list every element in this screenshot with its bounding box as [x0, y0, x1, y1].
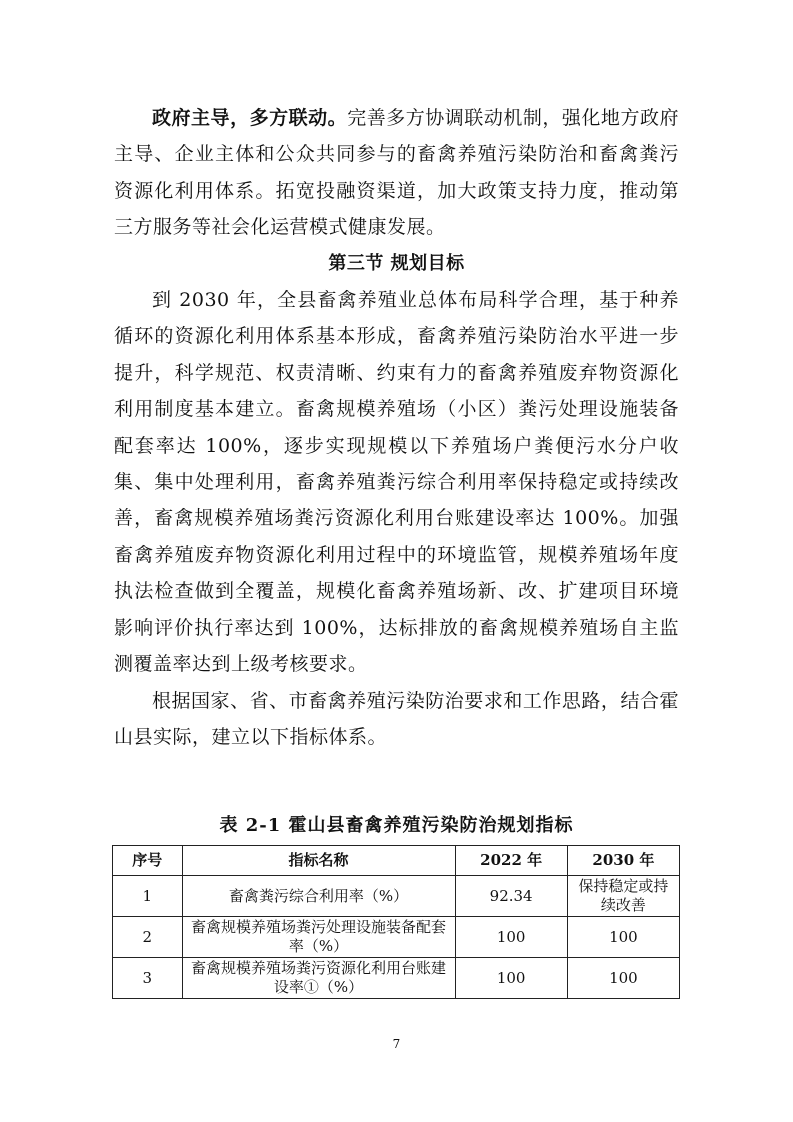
body-text	[114, 100, 679, 755]
cell-no: 2	[113, 917, 183, 958]
indicator-table	[112, 845, 680, 999]
cell-no: 3	[113, 958, 183, 999]
cell-2030: 100	[567, 917, 679, 958]
header-2030: 2030 年	[567, 846, 679, 876]
cell-2030: 保持稳定或持续改善	[567, 876, 679, 917]
paragraph-indicator-intro: 根据国家、省、市畜禽养殖污染防治要求和工作思路，结合霍山县实际，建立以下指标体系。	[114, 689, 679, 748]
cell-name: 畜禽规模养殖场粪污处理设施装备配套率（%）	[182, 917, 455, 958]
table-row	[113, 917, 680, 958]
cell-2022: 100	[455, 958, 567, 999]
cell-name: 畜禽粪污综合利用率（%）	[182, 876, 455, 917]
cell-2022: 100	[455, 917, 567, 958]
paragraph-lead: 政府主导，多方联动。	[152, 107, 348, 129]
header-no: 序号	[113, 846, 183, 876]
paragraph-principle-text: 完善多方协调联动机制，强化地方政府主导、企业主体和公众共同参与的畜禽养殖污染防治和畜禽粪污资源化利用体系。拓宽投融资渠道，加大政策支持力度，推动第三方服务等社会化运营模式健康发展。	[114, 107, 679, 239]
paragraph-goals: 到 2030 年，全县畜禽养殖业总体布局科学合理，基于种养循环的资源化利用体系基本形成，畜禽养殖污染防治水平进一步提升，科学规范、权责清晰、约束有力的畜禽养殖废弃物资源化利用制度基本建立。畜禽规模养殖场（小区）粪污处理设施装备配套率达 100%，逐步实现规模以下养殖场户粪便污水分户收集、集中处理利用，畜禽养殖粪污综合利用率保持稳定或持续改善，畜禽规模养殖场粪污资源化利用台账建设率达 100%。加强畜禽养殖废弃物资源化利用过程中的环境监管，规模养殖场年度执法检查做到全覆盖，规模化畜禽养殖场新、改、扩建项目环境影响评价执行率达到 100%，达标排放的畜禽规模养殖场自主监测覆盖率达到上级考核要求。	[114, 289, 679, 676]
header-name: 指标名称	[182, 846, 455, 876]
table-title: 表 2-1 霍山县畜禽养殖污染防治规划指标	[219, 815, 574, 836]
header-2022: 2022 年	[455, 846, 567, 876]
cell-2030: 100	[567, 958, 679, 999]
section-title: 第三节 规划目标	[328, 252, 465, 274]
cell-name: 畜禽规模养殖场粪污资源化利用台账建设率①（%）	[182, 958, 455, 999]
cell-2022: 92.34	[455, 876, 567, 917]
table-header-row	[113, 846, 680, 876]
cell-no: 1	[113, 876, 183, 917]
table-row	[113, 876, 680, 917]
table-row	[113, 958, 680, 999]
paragraph-principle	[114, 100, 679, 246]
page-number: 7	[392, 1037, 401, 1051]
